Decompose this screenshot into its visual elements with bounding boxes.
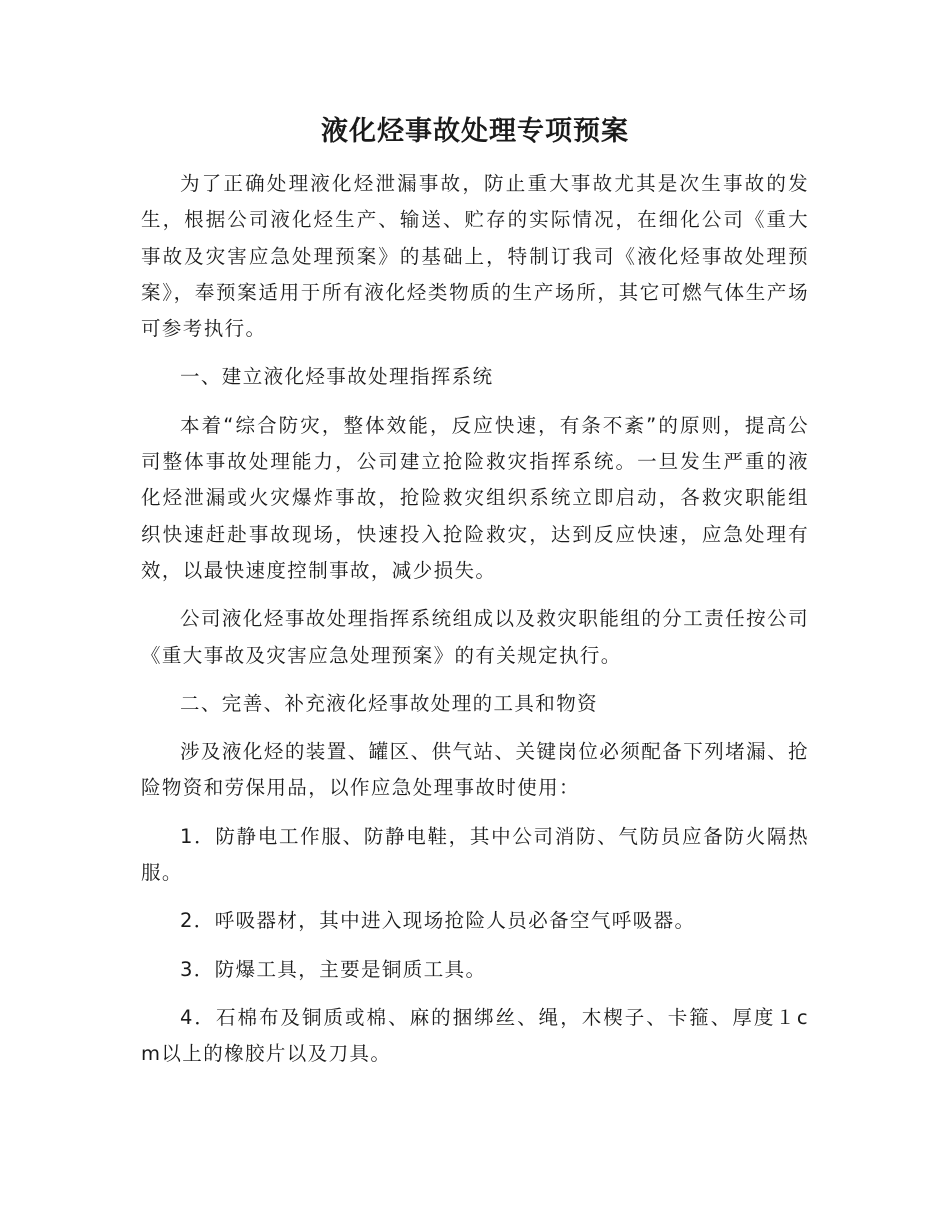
section-2-heading: 二、完善、补充液化烃事故处理的工具和物资 [180, 691, 599, 715]
section-1-paragraph: 本着“综合防灾，整体效能，反应快速，有条不紊”的原则，提高公司整体事故处理能力，公司建立抢险救灾指挥系统。一旦发生严重的液化烃泄漏或火灾爆炸事故，抢险救灾组织系统立即启动，各救灾职能组织快速赶赴事故现场，快速投入抢险救灾，达到反应快速，应急处理有效，以最快速度控制事故，减少损失。 [141, 413, 809, 582]
section-2-intro: 涉及液化烃的装置、罐区、供气站、关键岗位必须配备下列堵漏、抢险物资和劳保用品，以作应急处理事故时使用： [141, 740, 809, 800]
document-body [141, 166, 809, 1085]
list-item: 1．防静电工作服、防静电鞋，其中公司消防、气防员应备防火隔热服。 [141, 824, 809, 885]
list-item: 4．石棉布及铜质或棉、麻的捆绑丝、绳，木楔子、卡箍、厚度１cm以上的橡胶片以及刀具。 [141, 1005, 809, 1066]
section-1-paragraph: 公司液化烃事故处理指挥系统组成以及救灾职能组的分工责任按公司《重大事故及灾害应急处理预案》的有关规定执行。 [141, 607, 809, 667]
intro-paragraph: 为了正确处理液化烃泄漏事故，防止重大事故尤其是次生事故的发生，根据公司液化烃生产、输送、贮存的实际情况，在细化公司《重大事故及灾害应急处理预案》的基础上，特制订我司《液化烃事故处理预案》，奉预案适用于所有液化烃类物质的生产场所，其它可燃气体生产场可参考执行。 [141, 172, 809, 341]
list-item: 3．防爆工具，主要是铜质工具。 [180, 957, 487, 981]
section-1-heading: 一、建立液化烃事故处理指挥系统 [180, 365, 494, 389]
document-title: 液化烃事故处理专项预案 [321, 116, 629, 147]
list-item: 2．呼吸器材，其中进入现场抢险人员必备空气呼吸器。 [180, 909, 696, 933]
